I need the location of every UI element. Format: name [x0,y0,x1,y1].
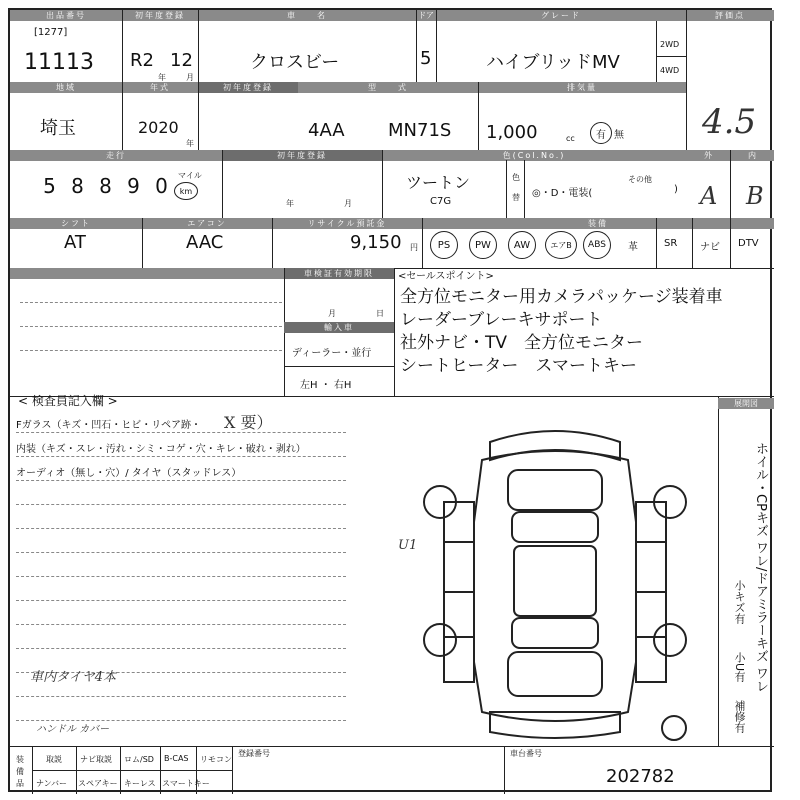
equip-leather: 革 [628,242,638,253]
header-inspection-exp: 車検証有効期限 [284,268,394,279]
year-month: 12 [170,50,193,71]
door-count: 5 [420,48,432,69]
lot-code: [1277] [34,27,68,38]
right-note-main: ホイル・CPキズ ワレ/ドアミラーキズ ワレ [753,442,768,693]
equip-sr: SR [664,238,678,249]
color-code: C7G [430,196,452,207]
cc-value: 1,000 [486,122,538,143]
color-label-bottom: 替 [512,193,520,202]
bottom-side-char: 備 [16,767,24,776]
header-year: 初年度登録 [122,10,198,21]
import-dealer: ディーラー・並行 [292,348,372,359]
handwriting-tires: 車内タイヤ4本 [30,670,117,685]
equip-dtv: DTV [738,238,759,249]
accessory-number: ナンバー [36,779,68,788]
month-suffix: 月 [186,73,194,82]
accessory-navi-manual: ナビ取説 [80,755,112,764]
header-mileage: 走行 [10,150,222,161]
area-value: 埼玉 [40,118,76,139]
header-equipment: 装備 [422,218,774,229]
header-model: 型 式 [298,82,478,93]
right-note-small: 小キズ有 [733,580,746,624]
feature-line: 全方位モニター用カメラパッケージ装着車 [400,287,723,307]
equip-navi: ナビ [700,242,720,253]
model-code: MN71S [388,120,452,141]
diagram-body [474,451,636,721]
header-exterior: 外 [686,150,730,161]
interior-grade: B [746,182,764,210]
right-note-repair: 補修有 [733,700,746,733]
inspector-line-glass: Fガラス（キズ・凹石・ヒビ・リペア跡・ [16,420,202,431]
sales-points-title: <セールスポイント> [398,271,494,282]
handwriting-mark: U1 [398,538,418,553]
diagram-spare-wheel [662,716,686,740]
reg-month-label: 月 [344,199,352,208]
diagram-windshield [512,512,598,542]
mileage-unit-miles: マイル [178,171,202,180]
header-lot: 出品番号 [10,10,122,21]
paint-options: ◎・D・電装( [532,188,593,199]
diagram-rear-window [512,618,598,648]
equip-ps: PS [430,231,458,259]
mileage-unit-km: km [174,182,198,200]
right-note-u: 小U有 [733,652,746,683]
import-handle: 左H ・ 右H [300,380,352,391]
paint-close: ) [674,184,678,195]
mileage-digit: 0 [155,174,168,198]
cc-unit: cc [566,134,575,143]
header-area: 地域 [10,82,122,93]
color-name: ツートン [406,173,471,192]
drive-2wd: 2WD [660,40,680,49]
feature-line: レーダーブレーキサポート [400,310,603,330]
glass-x-mark: X 要） [224,413,273,432]
diagram-trunk [508,652,602,696]
inspector-line-interior: 内装（キズ・スレ・汚れ・シミ・コゲ・穴・キレ・破れ・剥れ） [16,444,306,455]
header-imported: 輸入車 [284,322,394,333]
turbo-no: 無 [614,130,624,141]
color-label-top: 色 [512,173,520,182]
accessory-remote: リモコン [200,755,232,764]
car-diagram [420,412,690,742]
equip-abs: ABS [583,231,611,259]
recycle-value: 9,150 [350,232,402,253]
drive-4wd: 4WD [660,66,680,75]
inspector-line-audio: オーディオ（無し・穴）/ タイヤ（スタッドレス） [16,468,242,479]
reg-year-label: 年 [286,199,294,208]
accessory-rom: ロム/SD [124,755,154,764]
recycle-unit: 円 [410,243,418,252]
turbo-yes: 有 [590,122,612,144]
rating-value: 4.5 [702,102,757,142]
shift-value: AT [64,232,86,253]
bottom-side-char: 品 [16,779,24,788]
year-suffix: 年 [158,73,166,82]
header-color: 色(Col.No.) [382,150,686,161]
paint-other: その他 [628,175,652,184]
bottom-side-char: 装 [16,755,24,764]
header-diagram: 展開図 [718,398,774,409]
grade-name: ハイブリッドMV [486,52,620,73]
mileage-digit: 8 [71,174,84,198]
lot-number: 11113 [24,50,94,75]
exterior-grade: A [700,182,718,210]
header-shift: シフト [10,218,142,229]
diagram-rear-bumper [490,712,620,738]
header-interior: 内 [730,150,774,161]
chassis-number: 202782 [606,766,675,787]
accessory-bcas: B-CAS [164,754,189,763]
handwriting-handle: ハンドル カバー [36,724,110,735]
vehicle-name: クロスビー [250,52,340,73]
header-doors: ドア [416,10,436,21]
model-prefix: 4AA [308,120,345,141]
accessory-smart-key: スマートキー [162,779,210,788]
header-aircon: エアコン [142,218,272,229]
equip-aw: AW [508,231,536,259]
inspection-month: 月 [328,309,336,318]
mileage-digit: 9 [127,174,140,198]
diagram-roof [514,546,596,616]
equip-pw: PW [469,231,497,259]
inspection-day: 日 [376,309,384,318]
equip-airbag: エアB [545,231,577,259]
chassis-label: 車台番号 [510,749,542,758]
feature-line: シートヒーター スマートキー [400,356,637,376]
auction-sheet [8,8,772,792]
accessory-manual: 取説 [46,755,62,764]
mileage-digit: 5 [43,174,56,198]
accessory-keyless: キーレス [124,779,156,788]
header-blank [10,268,284,279]
header-first-reg: 初年度登録 [198,82,298,93]
inspector-title: < 検査員記入欄 > [18,394,118,408]
header-name: 車 名 [198,10,416,21]
registration-label: 登録番号 [238,749,270,758]
aircon-value: AAC [186,232,224,253]
header-grade: グレード [436,10,686,21]
header-cc: 排気量 [478,82,686,93]
feature-line: 社外ナビ・TV 全方位モニター [400,333,644,353]
header-rating: 評価点 [686,10,774,21]
accessory-spare-key: スペアキー [78,779,118,788]
header-recycle: リサイクル預託金 [272,218,422,229]
diagram-hood [508,470,602,510]
diagram-front-bumper [490,431,620,460]
diagram-wheel-rl [424,624,456,656]
mileage-digit: 8 [99,174,112,198]
model-year-value: 2020 [138,118,179,137]
year-era: R2 [130,50,154,71]
diagram-wheel-rr [654,624,686,656]
header-reg: 初年度登録 [222,150,382,161]
header-model-year: 年式 [122,82,198,93]
model-year-unit: 年 [186,139,194,148]
